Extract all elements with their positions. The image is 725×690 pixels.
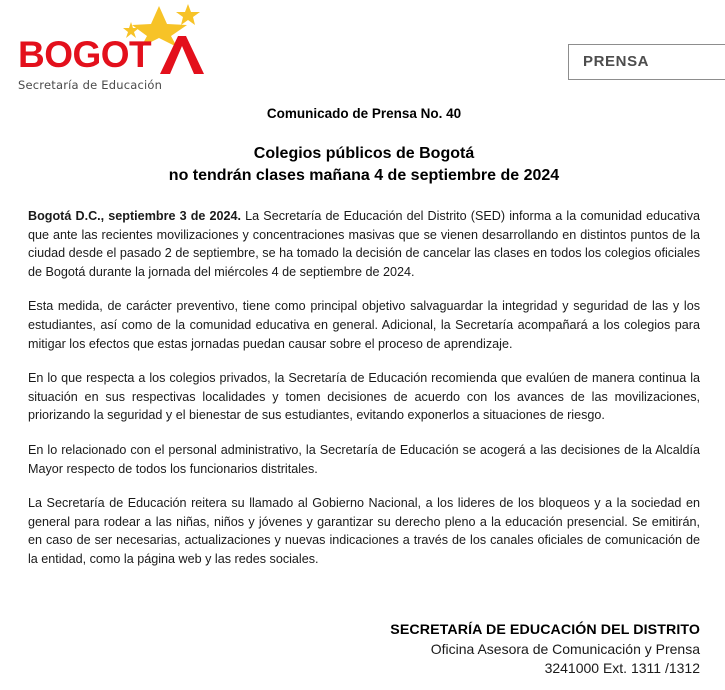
paragraph (28, 441, 700, 478)
prensa-box (568, 44, 725, 80)
signature-phone: 3241000 Ext. 1311 /1312 (544, 660, 700, 676)
dateline: Bogotá D.C., septiembre 3 de 2024. (28, 209, 242, 223)
svg-text:BOGOT: BOGOT (18, 34, 152, 75)
paragraph-text: La Secretaría de Educación del Distrito (SED) informa a la comunidad educativa que ante las recientes movilizaciones y concentraciones masivas que se vienen desarrollando en distintos puntos de la ciudad desde el pasado 2 de septiembre, se ha tomado la decisión de cancelar las clases en todos los colegios oficiales de Bogotá durante la jornada del miércoles 4 de septiembre de 2024. (28, 209, 700, 279)
paragraph-list (28, 207, 700, 569)
document-header (0, 0, 725, 100)
headline-line-2: no tendrán clases mañana 4 de septiembre de 2024 (168, 167, 560, 184)
bulletin-number: Comunicado de Prensa No. 40 (266, 106, 462, 121)
paragraph (28, 297, 700, 353)
page-title (28, 143, 700, 187)
signature-block (390, 621, 700, 678)
bogota-wordmark (18, 34, 248, 76)
paragraph (28, 207, 700, 281)
signature-office: Oficina Asesora de Comunicación y Prensa (430, 641, 700, 657)
paragraph-text: En lo relacionado con el personal administrativo, la Secretaría de Educación se acogerá a las decisiones de la Alcaldía Mayor respecto de todos los funcionarios distritales. (28, 442, 700, 476)
paragraph-text: La Secretaría de Educación reitera su llamado al Gobierno Nacional, a los lideres de los bloqueos y a la sociedad en general para rodear a las niñas, niños y jóvenes y garantizar su derecho pleno a la educación presencial. Se emitirán, en caso de ser necesarias, actualizaciones y nuevas indicaciones a través de los canales oficiales de comunicación de la entidad, como la página web y las redes sociales. (28, 496, 700, 566)
paragraph-text: En lo que respecta a los colegios privados, la Secretaría de Educación recomienda que evalúen de manera continua la situación en sus respectivas localidades y tomen decisiones de acuerdo con los avances de las movilizaciones, priorizando la seguridad y el bienestar de sus estudiantes, evitando exponerlos a situaciones de riesgo. (28, 371, 700, 423)
prensa-label: PRENSA (583, 53, 650, 70)
document-body (0, 106, 725, 569)
signature-organization: SECRETARÍA DE EDUCACIÓN DEL DISTRITO (390, 622, 700, 638)
paragraph (28, 369, 700, 425)
headline-line-1: Colegios públicos de Bogotá (253, 145, 475, 162)
paragraph-text: Esta medida, de carácter preventivo, tiene como principal objetivo salvaguardar la integridad y seguridad de las y los estudiantes, así como de la comunidad educativa en general. Adicional, la Secretaría acompañará a los colegios para mitigar los efectos que estas jornadas puedan causar sobre el proceso de aprendizaje. (28, 299, 700, 351)
paragraph (28, 494, 700, 568)
logo-subtitle: Secretaría de Educación (18, 78, 163, 92)
